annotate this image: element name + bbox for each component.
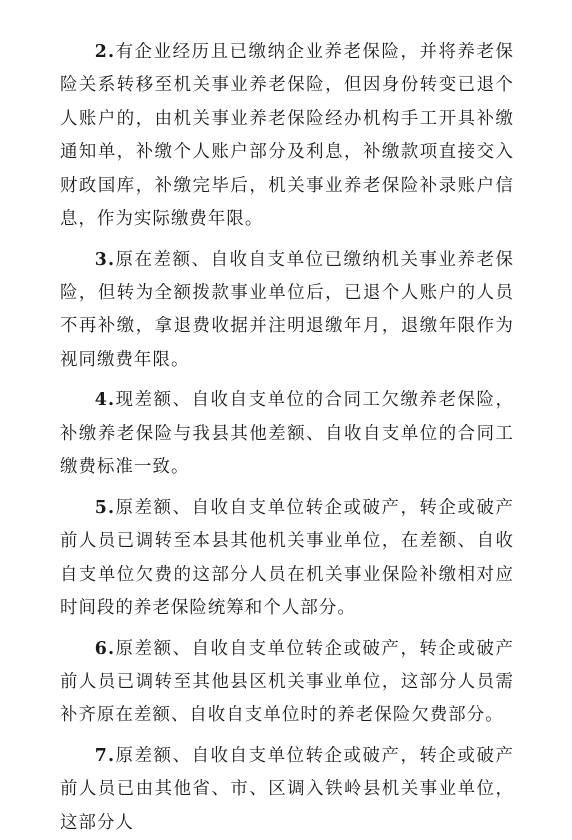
paragraph-item-2 [60,36,514,236]
item-text: 原在差额、自收自支单位已缴纳机关事业养老保险，但转为全额拨款事业单位后，已退个人账户的人员不再补缴，拿退费收据并注明退缴年月，退缴年限作为视同缴费年限。 [60,249,514,370]
paragraph-item-4 [60,384,514,484]
item-text: 原差额、自收自支单位转企或破产，转企或破产前人员已调转至本县其他机关事业单位，在差额、自收自支单位欠费的这部分人员在机关事业保险补缴相对应时间段的养老保险统筹和个人部分。 [60,497,514,619]
item-text: 原差额、自收自支单位转企或破产，转企或破产前人员已调转至其他县区机关事业单位，这部分人员需补齐原在差额、自收自支单位时的养老保险欠费部分。 [60,638,514,726]
item-number: 6. [94,638,116,659]
item-number: 7. [94,746,116,767]
paragraph-item-7 [60,740,514,840]
paragraph-item-5 [60,492,514,626]
paragraph-item-6 [60,633,514,733]
item-number: 5. [94,497,116,518]
item-number: 2. [94,42,116,62]
item-number: 4. [94,390,116,411]
paragraph-item-3 [60,244,514,378]
item-number: 3. [94,249,116,270]
item-text: 有企业经历且已缴纳企业养老保险，并将养老保险关系转移至机关事业养老保险，但因身份转变已退个人账户的，由机关事业养老保险经办机构手工开具补缴通知单，补缴个人账户部分及利息，补缴款项直接交入财政国库，补缴完毕后，机关事业养老保险补录账户信息，作为实际缴费年限。 [60,42,514,230]
item-text: 原差额、自收自支单位转企或破产，转企或破产前人员已由其他省、市、区调入铁岭县机关事业单位，这部分人 [60,746,514,833]
item-text: 现差额、自收自支单位的合同工欠缴养老保险，补缴养老保险与我县其他差额、自收自支单位的合同工缴费标准一致。 [60,390,514,478]
